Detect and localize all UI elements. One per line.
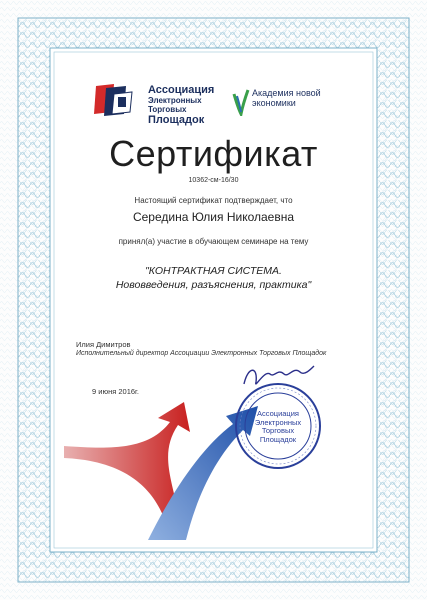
- certificate-number: 10362-см-16/30: [188, 177, 239, 184]
- stamp-line1: Ассоциация: [257, 409, 299, 418]
- participation-text: принял(а) участие в обучающем семинаре на тему: [118, 237, 309, 246]
- certificate-title: Сертификат: [109, 133, 318, 174]
- recipient-name: Середина Юлия Николаевна: [132, 210, 295, 224]
- stamp-text: [232, 410, 324, 444]
- signer-position: Исполнительный директор Ассоциации Электронных Торговых Площадок: [76, 350, 327, 357]
- aetp-line1: Ассоциация: [148, 84, 215, 96]
- seminar-line2: Нововведения, разъяснения, практика": [115, 279, 312, 291]
- seminar-topic: [0, 264, 427, 292]
- logos-row: [92, 80, 352, 124]
- aen-emblem-icon: [232, 86, 250, 116]
- aen-line2: экономики: [252, 98, 296, 108]
- aetp-line4: Площадок: [148, 114, 205, 126]
- aen-logo: [232, 86, 352, 120]
- official-stamp: [232, 380, 324, 472]
- stamp-line2: Электронных: [254, 417, 302, 427]
- aetp-line2: Электронных: [148, 96, 202, 105]
- confirm-text: Настоящий сертификат подтверждает, что: [134, 196, 293, 205]
- aen-logo-text: [252, 88, 321, 108]
- aetp-logo: [92, 82, 242, 126]
- aen-line1: Академия новой: [252, 88, 321, 98]
- signer-name: Илия Димитров: [76, 340, 131, 349]
- aetp-emblem-icon: [92, 82, 146, 118]
- stamp-line3: Торговых: [261, 426, 295, 435]
- aetp-logo-text: [148, 84, 214, 126]
- seminar-line1: "КОНТРАКТНАЯ СИСТЕМА.: [145, 265, 282, 277]
- stamp-line4: Площадок: [259, 434, 297, 444]
- aetp-line3: Торговых: [148, 105, 187, 114]
- issue-date: 9 июня 2016г.: [92, 387, 139, 396]
